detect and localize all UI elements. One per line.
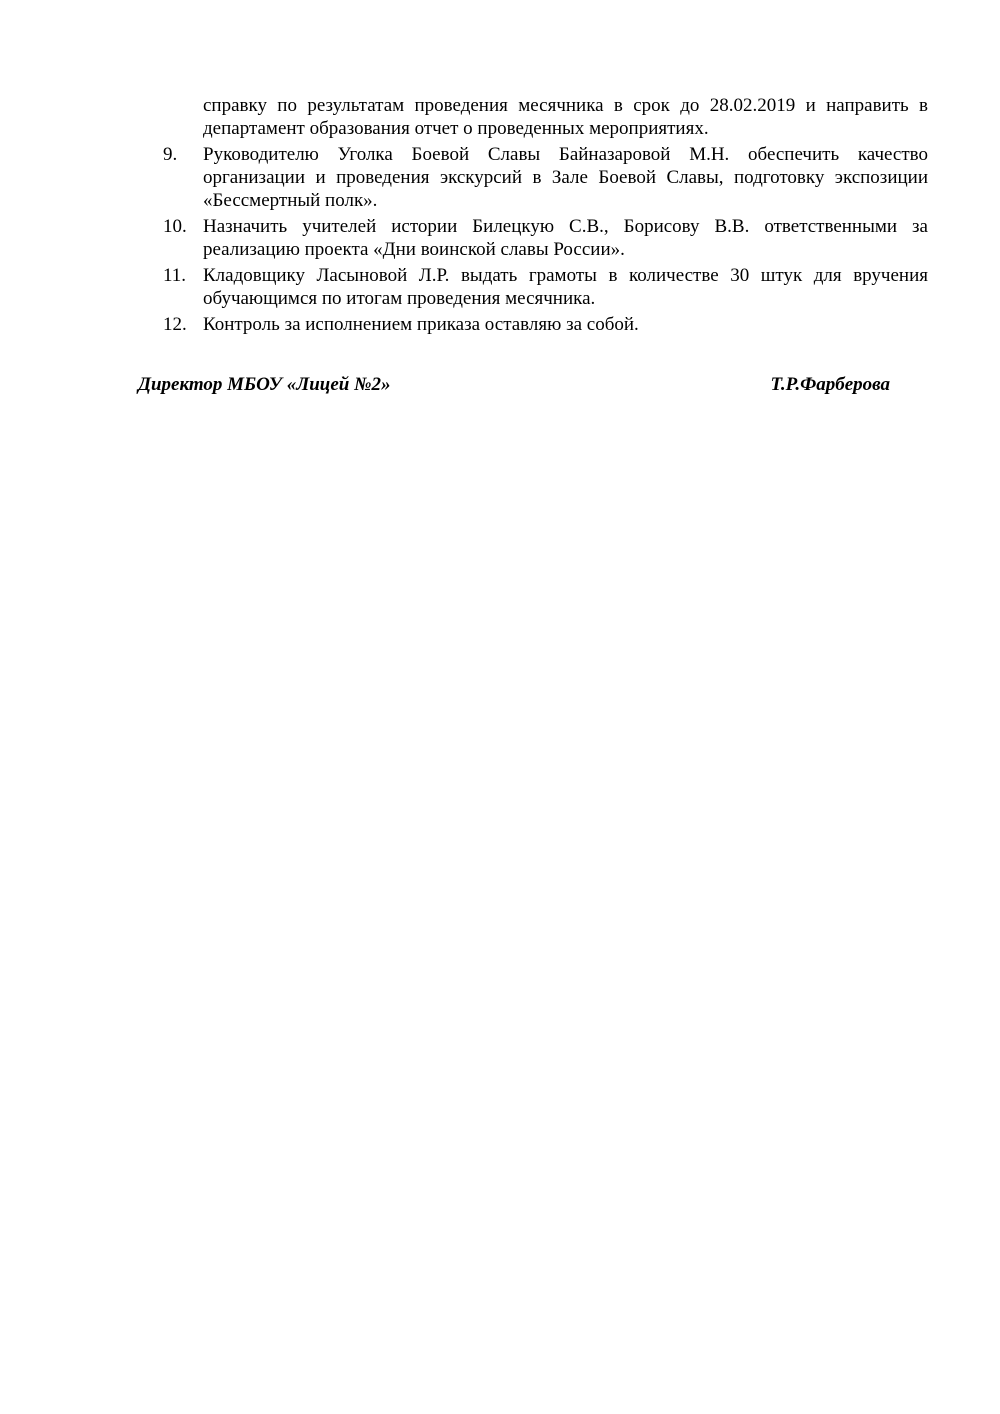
- item-text: Назначить учителей истории Билецкую С.В., Борисову В.В. ответственными за реализацию проекта «Дни воинской славы России».: [203, 216, 928, 260]
- item-number: 12.: [163, 314, 187, 335]
- continuation-paragraph: справку по результатам проведения месячника в срок до 28.02.2019 и направить в департамент образования отчет о проведенных мероприятиях.: [203, 95, 928, 139]
- list-item: [163, 313, 928, 336]
- list-item: [163, 143, 928, 212]
- item-number: 10.: [163, 216, 187, 237]
- signature-block: [138, 373, 890, 396]
- list-item: [163, 264, 928, 310]
- item-text: Руководителю Уголка Боевой Славы Байназаровой М.Н. обеспечить качество организации и проведения экскурсий в Зале Боевой Славы, подготовку экспозиции «Бессмертный полк».: [203, 144, 928, 211]
- order-body: [163, 94, 928, 336]
- signatory-position: Директор МБОУ «Лицей №2»: [138, 374, 391, 395]
- item-text: Контроль за исполнением приказа оставляю за собой.: [203, 314, 639, 335]
- signatory-name: Т.Р.Фарберова: [770, 374, 890, 395]
- item-number: 11.: [163, 265, 187, 286]
- item-text: Кладовщику Ласыновой Л.Р. выдать грамоты в количестве 30 штук для вручения обучающимся по итогам проведения месячника.: [203, 265, 928, 309]
- list-item: [163, 215, 928, 261]
- item-number: 9.: [163, 144, 178, 165]
